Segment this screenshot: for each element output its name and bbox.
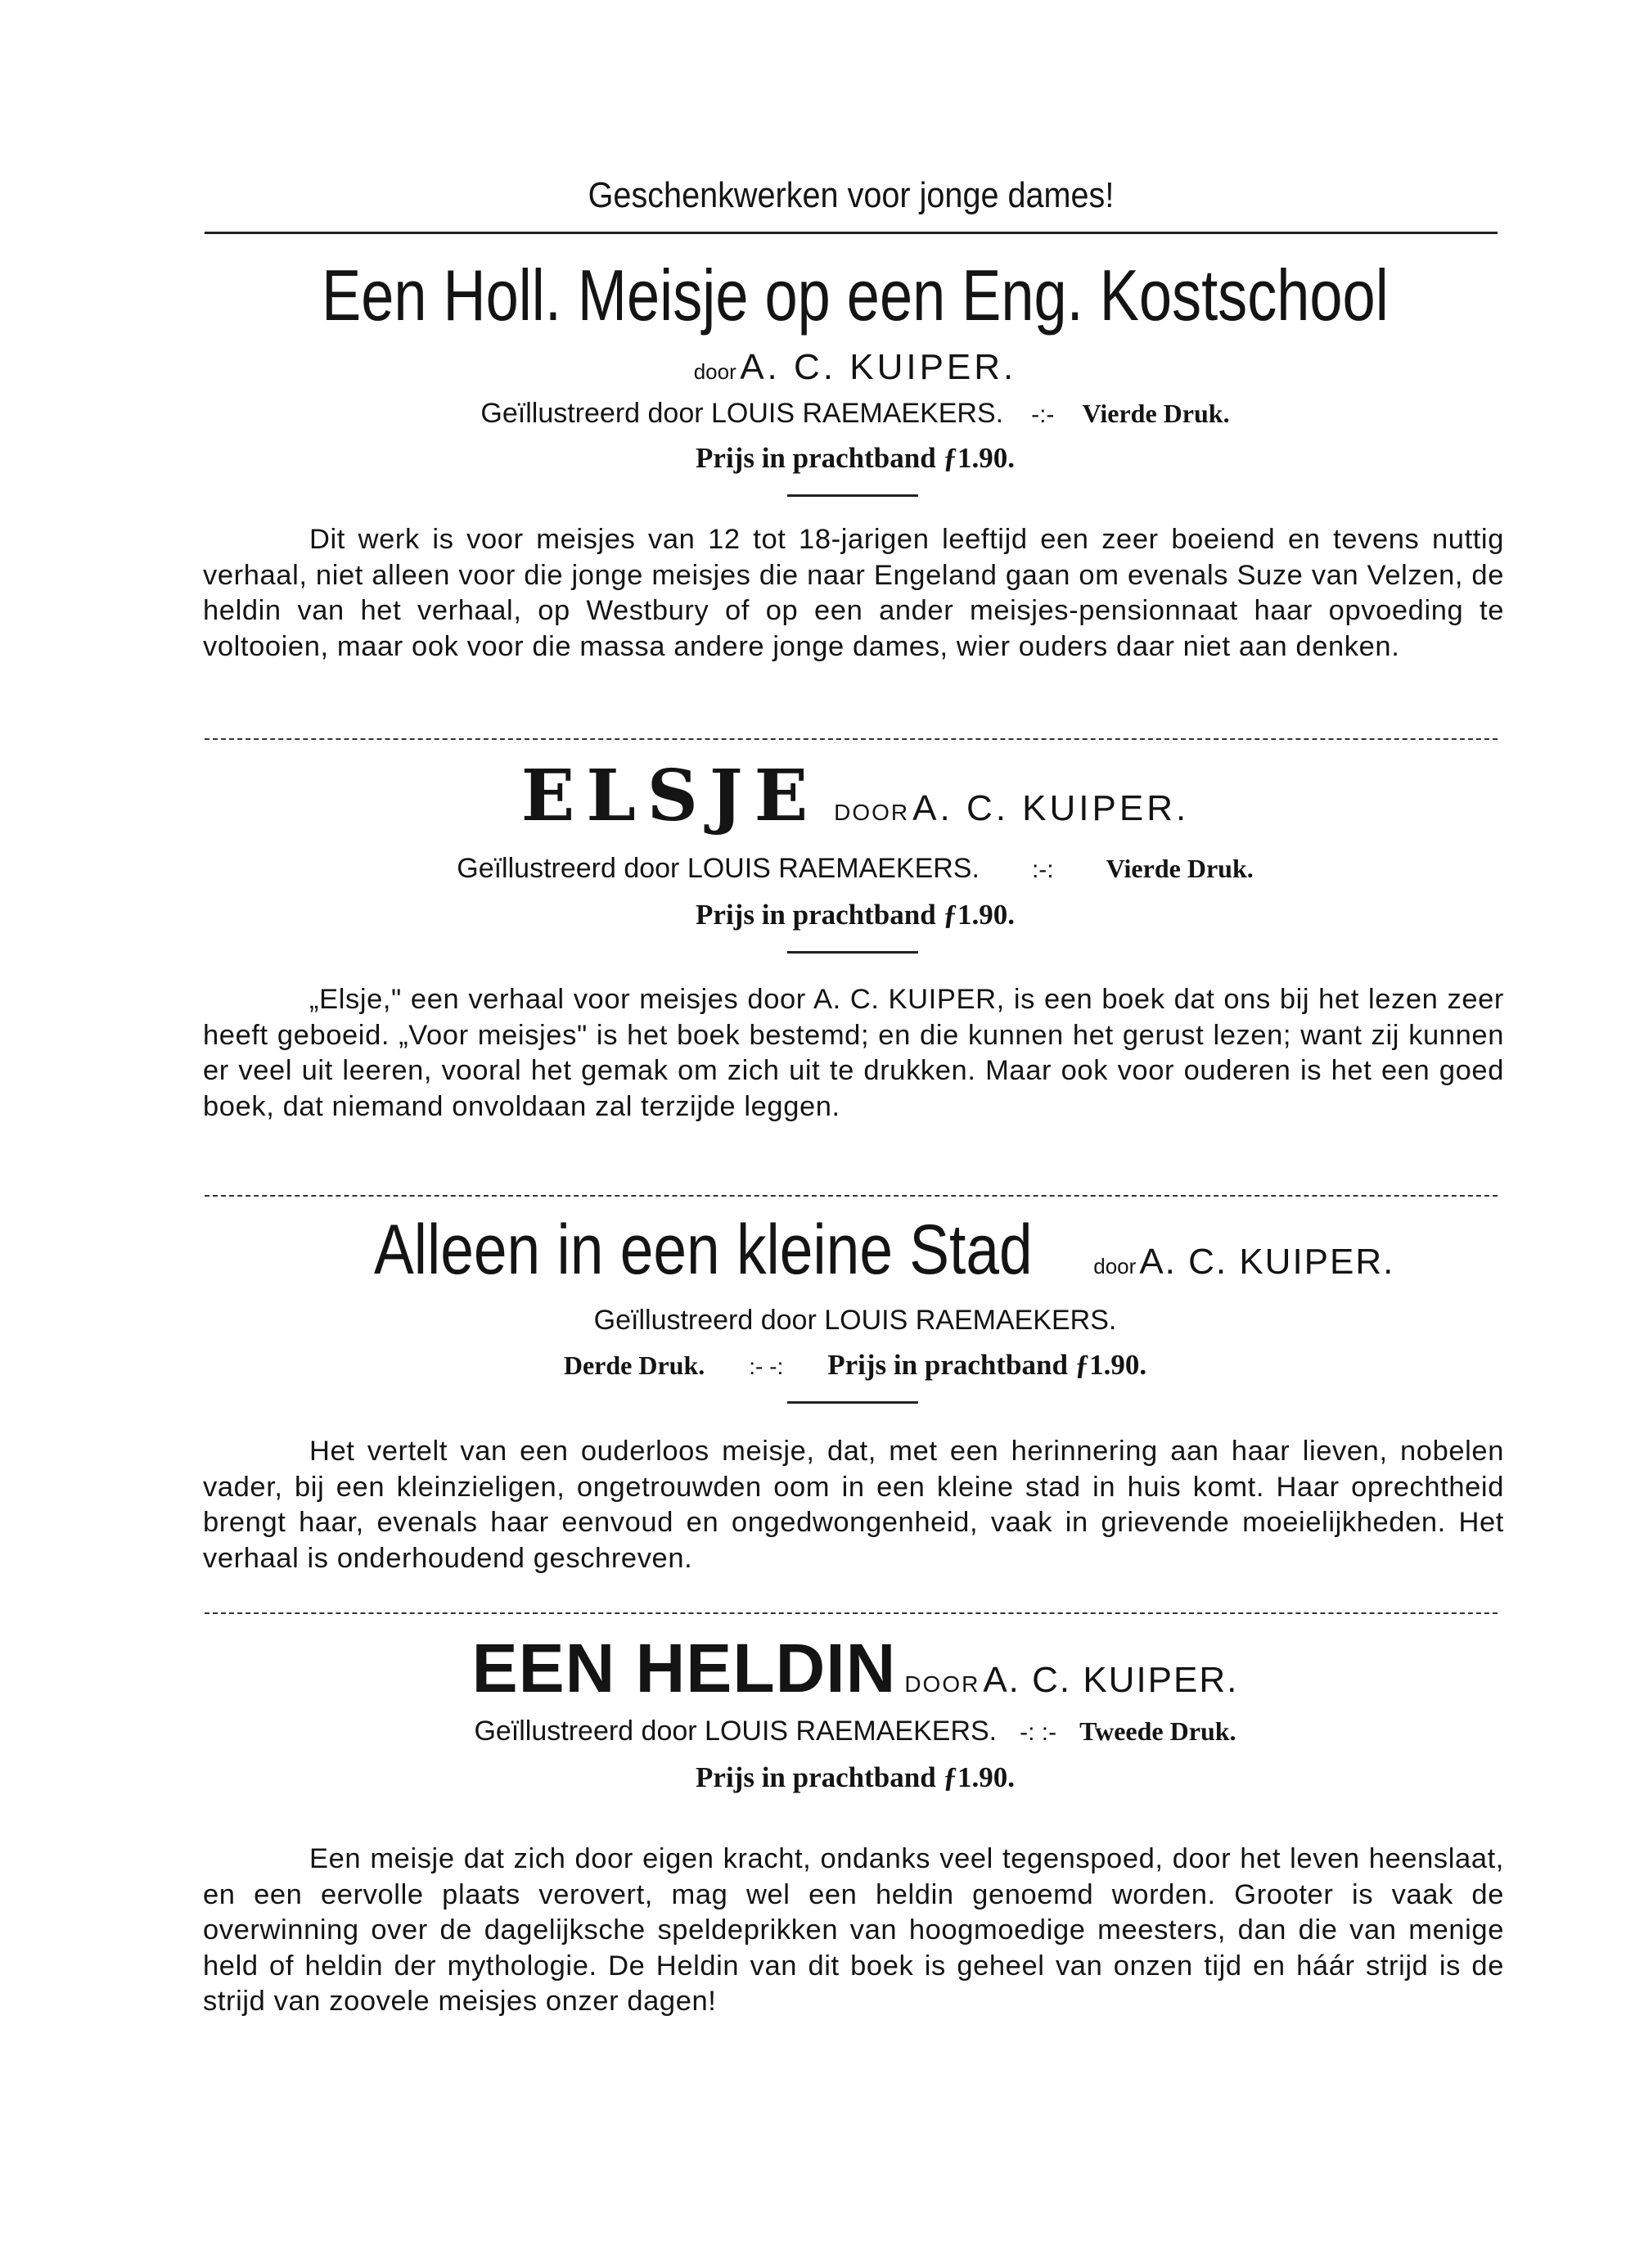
- illustrator-line: [196, 1305, 1514, 1337]
- edition-label: Vierde Druk.: [1082, 399, 1230, 428]
- illustrator-text: Geïllustreerd door LOUIS RAEMAEKERS.: [457, 853, 980, 884]
- separator: -:-: [1031, 401, 1055, 428]
- price-line: [196, 899, 1514, 931]
- header-rule: [205, 232, 1498, 234]
- price-label: Prijs in prachtband ƒ1.90.: [696, 442, 1015, 474]
- section-divider: [205, 738, 1498, 740]
- edition-label: Derde Druk.: [563, 1350, 705, 1380]
- price-rule: [787, 1401, 918, 1404]
- book-title-line: [196, 1629, 1514, 1708]
- price-rule: [787, 494, 918, 497]
- page-header-title: Geschenkwerken voor jonge dames!: [588, 175, 1115, 215]
- author-name: A. C. KUIPER.: [912, 788, 1190, 828]
- author-name: A. C. KUIPER.: [1139, 1242, 1395, 1282]
- author-name: A. C. KUIPER.: [983, 1660, 1239, 1700]
- book-description: „Elsje," een verhaal voor meisjes door A. C. KUIPER, is een boek dat ons bij het lezen zeer heeft geboeid. „Voor meisjes" is het boek bestemd; en die kunnen het gerust lezen; want zij kunnen er veel uit leeren, vooral het gemak om zich uit te drukken. Maar ook voor ouderen is het een goed boek, dat niemand onvoldaan zal terzijde leggen.: [203, 984, 1504, 1122]
- door-label: door: [1093, 1254, 1137, 1278]
- book-description: Het vertelt van een ouderloos meisje, dat, met een herinnering aan haar lieven, nobelen vader, bij een kleinzieligen, ongetrouwden oom in een kleine stad in huis komt. Haar oprechtheid brengt haar, evenals haar eenvoud en ongedwongenheid, vaak in grievende moeielijkheden. Het verhaal is onderhoudend geschreven.: [203, 1436, 1504, 1574]
- door-label: DOOR: [834, 800, 910, 825]
- price-rule: [787, 951, 918, 954]
- illustrator-line: [196, 1716, 1514, 1747]
- price-label: Prijs in prachtband ƒ1.90.: [696, 1761, 1015, 1793]
- section-divider: [205, 1195, 1498, 1197]
- edition-label: Tweede Druk.: [1079, 1716, 1236, 1746]
- edition-label: Vierde Druk.: [1106, 854, 1254, 883]
- illustrator-text: Geïllustreerd door LOUIS RAEMAEKERS.: [593, 1305, 1117, 1336]
- book-title: EEN HELDIN: [471, 1630, 897, 1707]
- illustrator-line: [196, 853, 1514, 885]
- illustrator-text: Geïllustreerd door LOUIS RAEMAEKERS.: [474, 1716, 998, 1747]
- author-line: [196, 347, 1514, 388]
- price-line: [196, 1761, 1514, 1794]
- price-line: [196, 442, 1514, 475]
- book-description: Een meisje dat zich door eigen kracht, ondanks veel tegenspoed, door het leven heenslaat, en een eervolle plaats verovert, mag wel een heldin genoemd worden. Grooter is vaak de overwinning over de dagelijksche speldeprikken van hoogmoedige meesters, dan die van menige held of heldin der mythologie. De Heldin van dit boek is geheel van onzen tijd en háár strijd is de strijd van zoovele meisjes onzer dagen!: [203, 1843, 1504, 2017]
- book-title-line: [196, 254, 1514, 337]
- separator: :-:: [1031, 856, 1054, 883]
- separator: :- -:: [749, 1354, 784, 1379]
- book-title-line: [196, 755, 1514, 837]
- book-description: Dit werk is voor meisjes van 12 tot 18-jarigen leeftijd een zeer boeiend en tevens nuttig verhaal, niet alleen voor die jonge meisjes die naar Engeland gaan om evenals Suze van Velzen, de heldin van het verhaal, op Westbury of op een ander meisjes-pensionnaat haar opvoeding te voltooien, maar ook voor die massa andere jonge dames, wier ouders daar niet aan denken.: [203, 524, 1504, 662]
- book-title: Alleen in een kleine Stad: [373, 1211, 1033, 1289]
- illustrator-text: Geïllustreerd door LOUIS RAEMAEKERS.: [480, 398, 1004, 429]
- door-label: DOOR: [904, 1671, 980, 1697]
- separator: -: :-: [1020, 1719, 1057, 1746]
- price-label: Prijs in prachtband ƒ1.90.: [827, 1349, 1147, 1381]
- door-label: door: [693, 359, 736, 384]
- book-title: ELSJE: [520, 755, 820, 837]
- illustrator-line: [196, 398, 1514, 430]
- book-title-line: [196, 1210, 1514, 1291]
- book-title: Een Holl. Meisje op een Eng. Kostschool: [322, 255, 1389, 336]
- section-divider: [205, 1612, 1498, 1614]
- price-label: Prijs in prachtband ƒ1.90.: [696, 899, 1015, 931]
- author-name: A. C. KUIPER.: [740, 347, 1017, 387]
- edition-price-line: [196, 1349, 1514, 1382]
